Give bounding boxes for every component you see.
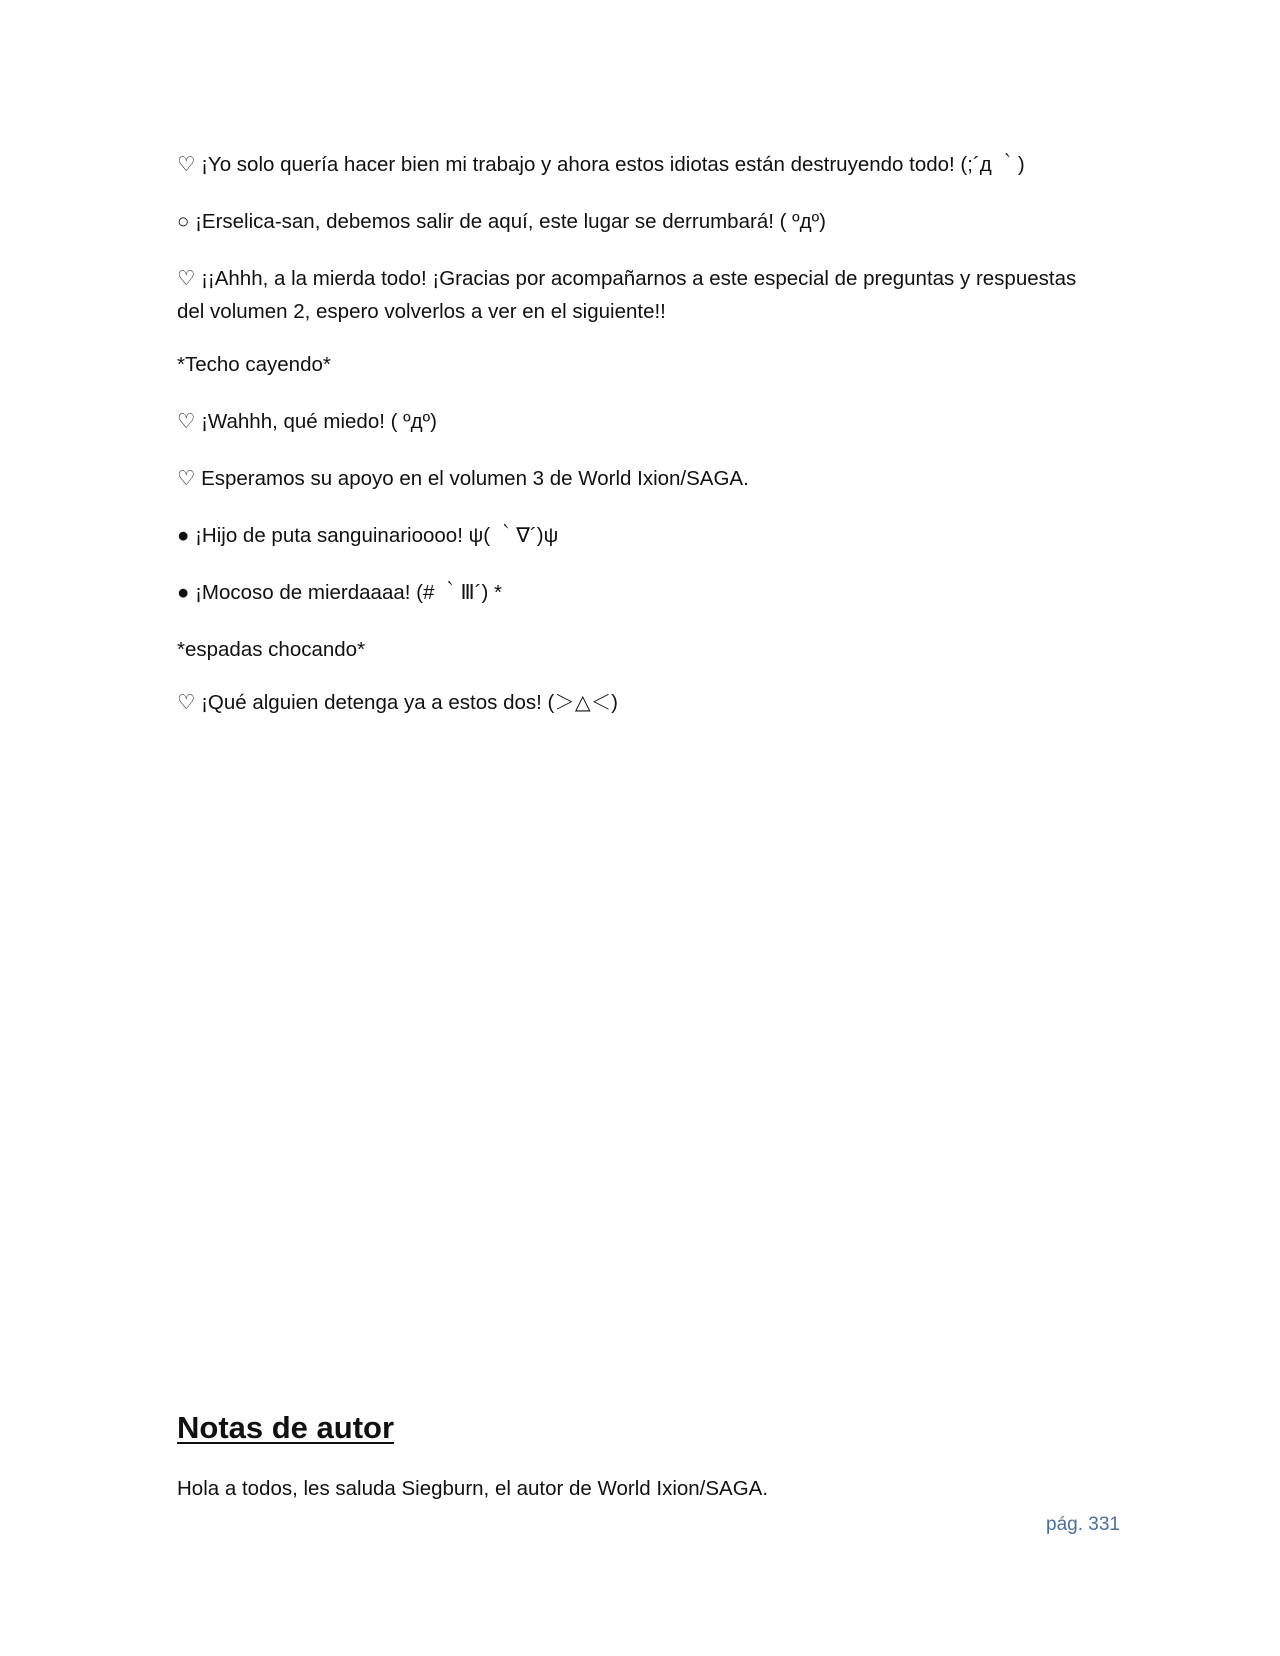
stage-direction: *espadas chocando* — [177, 638, 366, 661]
dialogue-line: ♡ ¡Wahhh, qué miedo! ( ºдº) — [177, 410, 437, 433]
dialogue-line: ○ ¡Erselica-san, debemos salir de aquí, este lugar se derrumbará! ( ºдº) — [177, 210, 826, 233]
section-heading: Notas de autor — [177, 1410, 395, 1445]
dialogue-block — [177, 148, 1097, 743]
page-number: pág. 331 — [1046, 1514, 1120, 1535]
dialogue-line: ♡ Esperamos su apoyo en el volumen 3 de World Ixion/SAGA. — [177, 467, 749, 490]
stage-direction: *Techo cayendo* — [177, 353, 331, 376]
dialogue-line: ♡ ¡Yo solo quería hacer bien mi trabajo y ahora estos idiotas están destruyendo todo! (;´д ｀) — [177, 153, 1025, 176]
dialogue-line: ● ¡Mocoso de mierdaaaa! (# ｀Ⅲ´) * — [177, 581, 503, 604]
dialogue-line: ♡ ¡¡Ahhh, a la mierda todo! ¡Gracias por acompañarnos a este especial de preguntas y respuestas del volumen 2, espero volverlos a ver en el siguiente!! — [177, 267, 1077, 323]
section-paragraph: Hola a todos, les saluda Siegburn, el autor de World Ixion/SAGA. — [177, 1477, 769, 1500]
dialogue-line: ● ¡Hijo de puta sanguinarioooo! ψ( ｀∇´)ψ — [177, 524, 559, 547]
dialogue-line: ♡ ¡Qué alguien detenga ya a estos dos! (＞△＜) — [177, 691, 618, 714]
